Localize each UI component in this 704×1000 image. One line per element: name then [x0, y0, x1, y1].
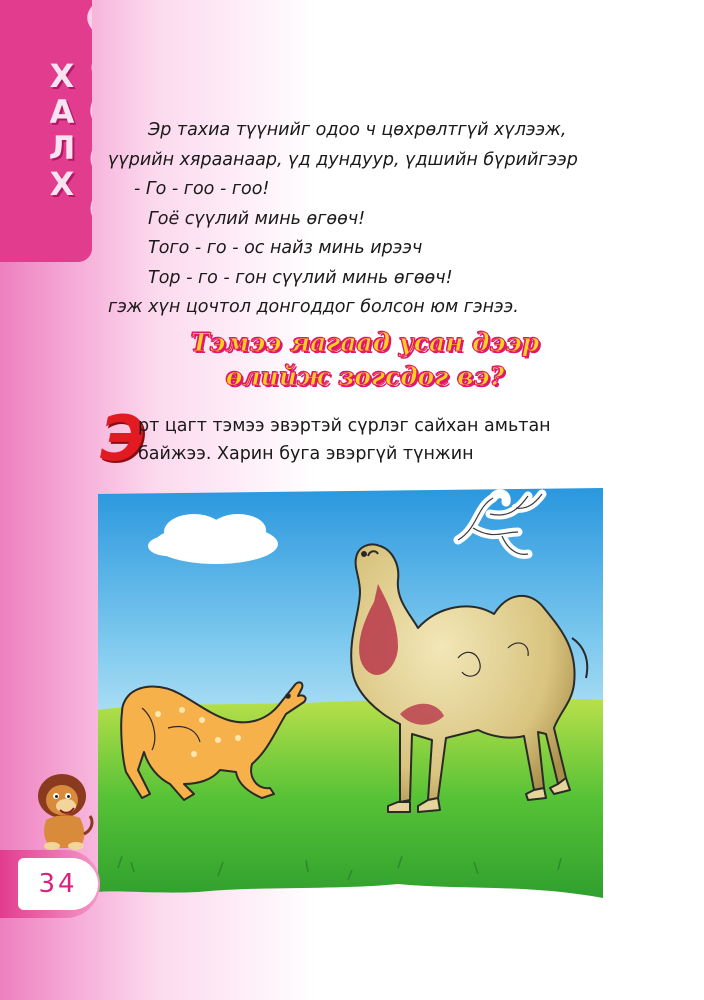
page-number: 34 — [38, 869, 78, 899]
story-heading-line: Тэмээ яагаад усан дээр — [190, 328, 540, 357]
page-number-pill — [18, 858, 98, 910]
poem-line: Эр тахиа түүнийг одоо ч цөхрөлтгүй хүлээж, — [148, 120, 567, 140]
story-text — [100, 412, 660, 468]
section-title — [42, 58, 82, 202]
section-letter: А — [49, 93, 75, 131]
section-letter: Л — [48, 129, 76, 167]
poem-line: үүрийн хяраанаар, үд дундуур, үдшийн бүрийгээр — [108, 149, 578, 170]
story-line: рт цагт тэмээ эвэртэй сүрлэг сайхан амьтан — [138, 416, 551, 436]
poem-line: Тор - го - гон сүүлий минь өгөөч! — [148, 267, 453, 288]
story-heading — [150, 326, 580, 394]
poem-line: гэж хүн цочтол донгоддог болсон юм гэнээ. — [108, 297, 519, 317]
poem-line: Того - го - ос найз минь ирээч — [148, 238, 423, 258]
poem-text — [108, 116, 668, 323]
poem-line: Гоё сүүлий минь өгөөч! — [148, 208, 366, 229]
camel-deer-illustration — [98, 488, 603, 898]
poem-line: - Го - гоо - гоо! — [134, 179, 270, 199]
drop-cap: Э — [100, 402, 146, 475]
lion-cub-icon — [28, 770, 98, 850]
story-heading-line: өлийж зогсдог вэ? — [225, 362, 505, 391]
section-letter: Х — [49, 165, 75, 203]
section-tab — [0, 0, 92, 262]
story-line: байжээ. Харин буга эвэргүй түнжин — [138, 444, 474, 464]
section-letter: Х — [49, 57, 75, 95]
